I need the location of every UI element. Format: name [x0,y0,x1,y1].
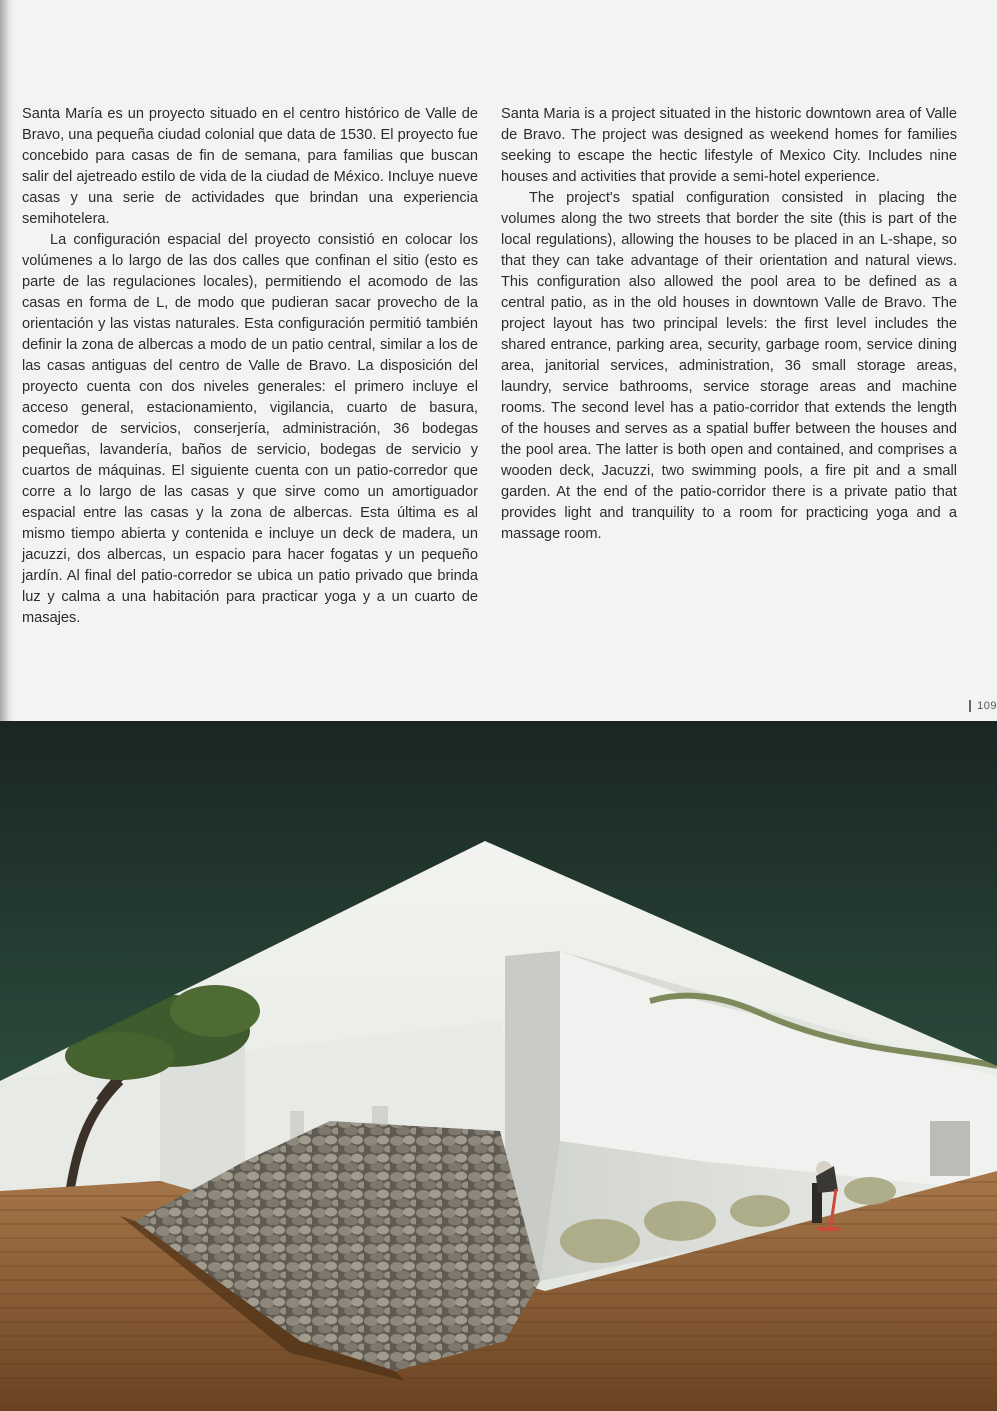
article-columns [22,104,957,629]
page-gutter-shadow [0,0,14,722]
spanish-column [22,104,478,629]
spanish-paragraph-1: Santa María es un proyecto situado en el centro histórico de Valle de Bravo, una pequeña ciudad colonial que data de 1530. El proyecto fue concebido para casas de fin de semana, para familias que buscan salir del ajetreado estilo de vida de la ciudad de México. Incluye nueve casas y una serie de actividades que brindan una experiencia semihotelera. [22,106,478,227]
courtyard-photo [0,721,997,1411]
courtyard-illustration [0,721,997,1411]
english-column [501,104,957,629]
english-paragraph-2: The project's spatial configuration consisted in placing the volumes along the two streets that border the site (this is part of the local regulations), allowing the houses to be placed in an L-shape, so that they can take advantage of their orientation and natural views. This configuration also allowed the pool area to be defined as a central patio, as in the old houses in downtown Valle de Bravo. The project layout has two principal levels: the first level includes the shared entrance, parking area, security, garbage room, service dining area, janitorial services, administration, 36 small storage areas, laundry, service bathrooms, service storage areas and machine rooms. The second level has a patio-corridor that extends the length of the houses and serves as a spatial buffer between the houses and the pool area. The latter is both open and contained, and comprises a wooden deck, Jacuzzi, two swimming pools, a fire pit and a small garden. At the end of the patio-corridor there is a private patio that provides light and tranquility to a room for practicing yoga and a massage room. [501,190,957,542]
english-paragraph-1: Santa Maria is a project situated in the historic downtown area of Valle de Bravo. The project was designed as weekend homes for families seeking to escape the hectic lifestyle of Mexico City. Includes nine houses and activities that provide a semi-hotel experience. [501,106,957,185]
spanish-paragraph-2: La configuración espacial del proyecto consistió en colocar los volúmenes a lo largo de las dos calles que confinan el sitio (esto es parte de las regulaciones locales), permitiendo el acomodo de las casas en forma de L, de modo que pudieran sacar provecho de la orientación y las vistas naturales. Esta configuración permitió también definir la zona de albercas a modo de un patio central, similar a los de las casas antiguas del centro de Valle de Bravo. La disposición del proyecto cuenta con dos niveles generales: el primero incluye el acceso general, estacionamiento, vigilancia, cuarto de basura, comedor de servicios, conserjería, administración, 36 bodegas pequeñas, lavandería, baños de servicio, bodegas de servicio y cuartos de máquinas. El siguiente cuenta con un patio-corredor que corre a lo largo de las casas y que sirve como un amortiguador espacial entre las casas y la zona de albercas. Esta última es al mismo tiempo abierta y contenida e incluye un deck de madera, un jacuzzi, dos albercas, un espacio para hacer fogatas y un pequeño jardín. Al final del patio-corredor se ubica un patio privado que brinda luz y calma a una habitación para practicar yoga y a un cuarto de masajes. [22,232,478,626]
page-number: 109 [969,700,997,712]
